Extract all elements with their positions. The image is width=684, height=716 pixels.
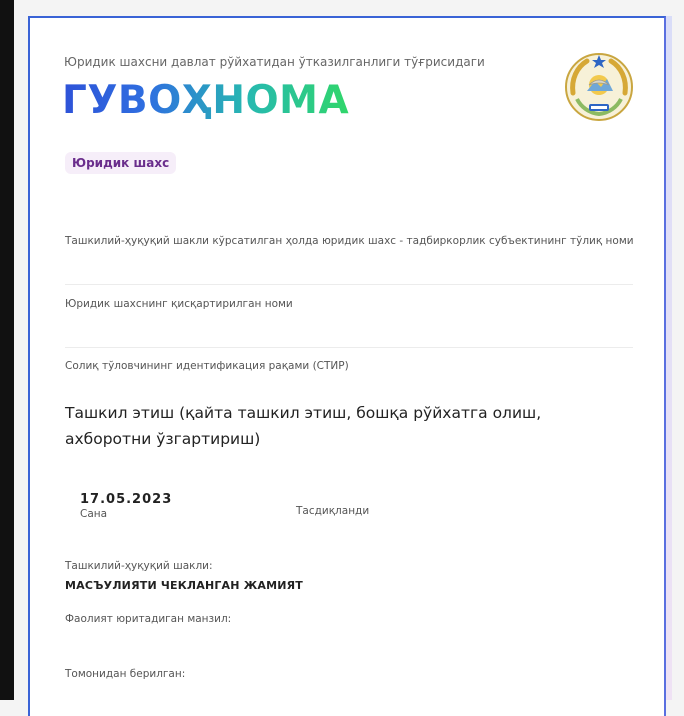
left-shadow	[0, 0, 14, 700]
short-name-label: Юридик шахснинг қисқартирилган номи	[65, 298, 293, 310]
issued-by-label: Томонидан берилган:	[65, 668, 186, 680]
full-name-label: Ташкилий-ҳуқуқий шакли кўрсатилган ҳолда юридик шахс - тадбиркорлик субъектининг тўлиқ номи	[65, 235, 634, 247]
address-label: Фаолият юритадиган манзил:	[65, 613, 232, 625]
certificate-title: ГУВОҲНОМА	[62, 78, 350, 123]
legal-form-value: МАСЪУЛИЯТИ ЧЕКЛАНГАН ЖАМИЯТ	[65, 579, 304, 592]
short-name-divider	[65, 347, 633, 348]
certificate-subtitle: Юридик шахсни давлат рўйхатидан ўтказилганлиги тўғрисидаги	[64, 55, 485, 69]
registration-heading: Ташкил этиш (қайта ташкил этиш, бошқа рўйхатга олиш, ахборотни ўзгартириш)	[65, 404, 542, 448]
entity-type-badge: Юридик шахс	[65, 152, 176, 174]
full-name-divider	[65, 284, 633, 285]
tin-label: Солиқ тўловчининг идентификация рақами (СТИР)	[65, 360, 349, 372]
legal-form-label: Ташкилий-ҳуқуқий шакли:	[65, 560, 213, 572]
uzbekistan-state-emblem-icon	[563, 49, 635, 125]
certificate-sheet	[28, 16, 666, 716]
registration-date: 17.05.2023	[80, 492, 173, 507]
date-label: Сана	[80, 508, 108, 520]
approved-label: Тасдиқланди	[296, 505, 370, 517]
right-edge-glow	[666, 16, 672, 700]
